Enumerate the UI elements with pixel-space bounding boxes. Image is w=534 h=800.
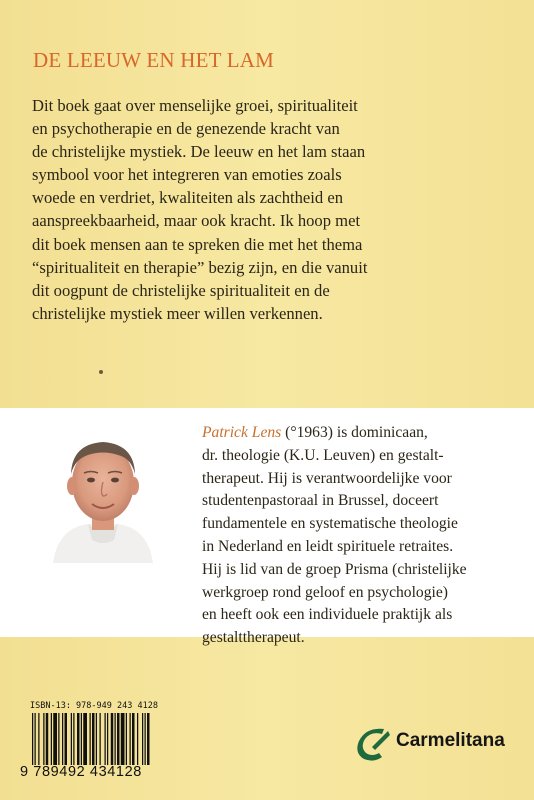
barcode-bar: [43, 713, 44, 765]
blurb-line: de christelijke mystiek. De leeuw en het lam staan: [32, 142, 366, 162]
blurb-line: en psychotherapie en de genezende kracht van: [32, 119, 340, 139]
carmelitana-logo-icon: [352, 723, 392, 763]
bio-line: werkgroep rond geloof en psychologie): [202, 583, 448, 601]
barcode-bar: [142, 713, 143, 765]
blurb-line: christelijke mystiek meer willen verkennen.: [32, 303, 323, 323]
barcode-bar: [105, 713, 106, 765]
barcode-bar: [126, 713, 127, 765]
barcode-bar: [73, 713, 74, 765]
blurb-line: symbool voor het integreren van emoties zoals: [32, 165, 342, 185]
author-portrait-icon: [48, 428, 158, 563]
isbn-label: ISBN-13: 978-949 243 4128: [30, 701, 158, 711]
barcode-bar: [62, 713, 63, 765]
author-name: Patrick Lens: [202, 424, 282, 441]
barcode-bar: [147, 713, 150, 765]
barcode-bar: [90, 713, 91, 765]
bio-line: dr. theologie (K.U. Leuven) en gestalt-: [202, 446, 444, 464]
book-blurb: [32, 94, 512, 325]
barcode-bar: [77, 713, 80, 765]
barcode-bar: [121, 713, 125, 765]
barcode-bar: [92, 713, 95, 765]
bio-first-line: [202, 422, 522, 445]
print-speck: [99, 370, 103, 374]
barcode-bar: [53, 713, 57, 765]
barcode-bar: [51, 713, 52, 765]
bio-line: fundamentele en systematische theologie: [202, 515, 458, 533]
author-bio: [202, 422, 522, 650]
barcode-bar: [81, 713, 82, 765]
bio-line: in Nederland en leidt spirituele retraites.: [202, 537, 454, 555]
blurb-line: Dit boek gaat over menselijke groei, spiritualiteit: [32, 96, 358, 115]
barcode-bar: [32, 713, 33, 765]
author-panel: [0, 408, 534, 647]
blurb-line: woede en verdriet, kwaliteiten als zachtheid en: [32, 188, 343, 208]
blurb-line: “spiritualiteit en therapie” bezig zijn, en die vanuit: [32, 257, 368, 277]
barcode-bar: [100, 713, 101, 765]
barcode-bar: [132, 713, 135, 765]
bio-line: (°1963) is dominicaan,: [281, 424, 428, 441]
publisher-name: Carmelitana: [396, 730, 505, 751]
barcode-icon: [30, 713, 194, 765]
barcode-bar: [58, 713, 59, 765]
barcode-bar: [107, 713, 108, 765]
barcode-bar: [83, 713, 87, 765]
barcode-bar: [65, 713, 68, 765]
barcode-bar: [96, 713, 97, 765]
bio-line: therapeut. Hij is verantwoordelijke voor: [202, 469, 452, 487]
blurb-line: dit boek mensen aan te spreken die met het thema: [32, 234, 363, 254]
barcode-bar: [38, 713, 39, 765]
barcode-bar: [46, 713, 49, 765]
bio-line: studentenpastoraal in Brussel, doceert: [202, 492, 439, 510]
barcode-bar: [71, 713, 72, 765]
barcode-bar: [137, 713, 138, 765]
bio-line: en heeft ook een individuele praktijk als: [202, 606, 453, 624]
bio-line: Hij is lid van de groep Prisma (christelijke: [202, 560, 467, 578]
barcode-bar: [117, 713, 120, 765]
barcode-bar: [111, 713, 114, 765]
barcode-number: 9 789492 434128: [20, 764, 142, 780]
barcode-bar: [115, 713, 116, 765]
barcode-bar: [35, 713, 36, 765]
barcode-bar: [130, 713, 131, 765]
book-title: DE LEEUW EN HET LAM: [33, 48, 274, 72]
barcode-bar: [145, 713, 146, 765]
blurb-line: aanspreekbaarheid, maar ook kracht. Ik hoop met: [32, 211, 361, 231]
bio-line: gestalttherapeut.: [202, 629, 305, 647]
blurb-line: dit oogpunt de christelijke spiritualiteit en de: [32, 280, 330, 300]
